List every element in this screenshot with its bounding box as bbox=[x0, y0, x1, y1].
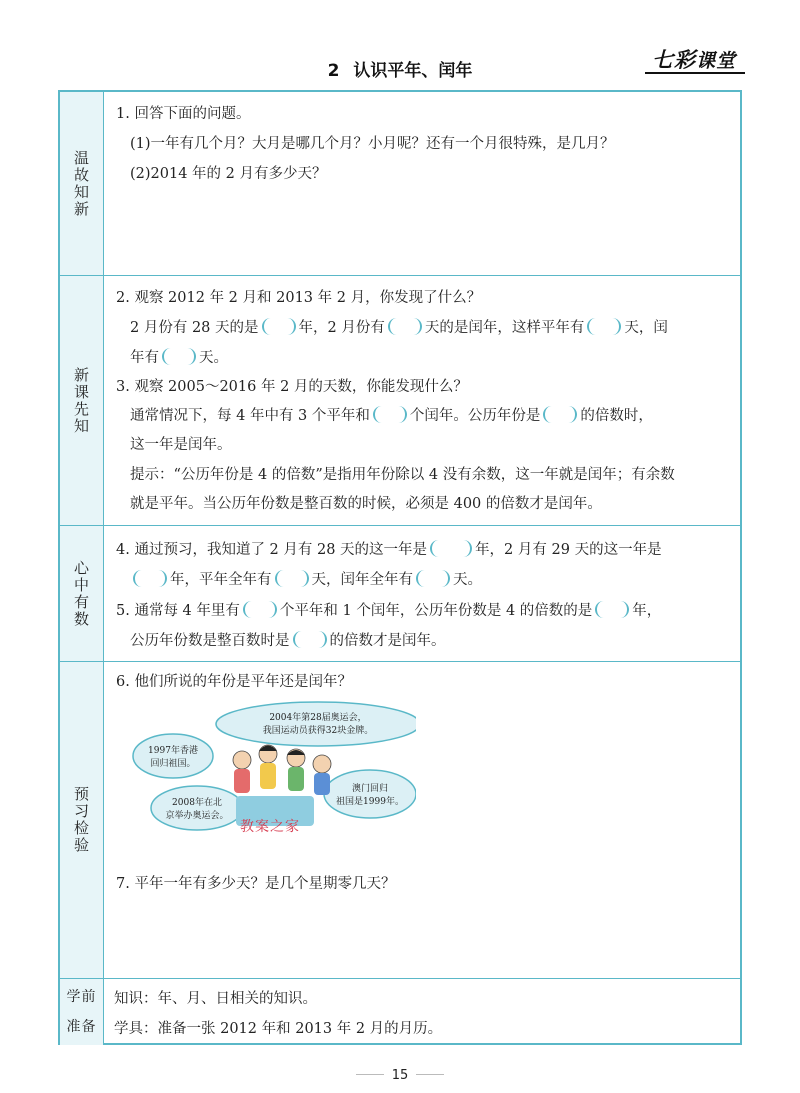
answer-blank[interactable] bbox=[587, 318, 621, 335]
question-2: 2. 观察 2012 年 2 月和 2013 年 2 月，你发现了什么？ bbox=[116, 290, 482, 306]
section-label-cell bbox=[60, 276, 104, 525]
lesson-title: 认识平年、闰年 bbox=[353, 61, 473, 81]
hint-line-2: 就是平年。当公历年份数是整百数的时候，必须是 400 的倍数才是闰年。 bbox=[130, 496, 602, 512]
section-label-cell bbox=[60, 979, 104, 1045]
logo-underline bbox=[645, 72, 745, 74]
worksheet-frame bbox=[58, 90, 742, 1045]
section-label-top: 学前 bbox=[66, 989, 97, 1005]
question-2-line-a: 2 月份有 28 天的是 年，2 月份有 天的是闰年，这样平年有 天，闰 bbox=[130, 320, 668, 336]
speech-bubble-beijing bbox=[151, 786, 243, 830]
answer-blank[interactable] bbox=[373, 406, 407, 423]
section-label: 温故知新 bbox=[72, 149, 90, 218]
question-1-part-2: (2)2014 年的 2 月有多少天？ bbox=[130, 166, 327, 182]
answer-blank[interactable] bbox=[430, 540, 472, 557]
question-5-line-b: 公历年份数是整百数时是 的倍数才是闰年。 bbox=[130, 633, 446, 649]
speech-text: 祖国是1999年。 bbox=[336, 797, 404, 807]
answer-blank[interactable] bbox=[162, 348, 196, 365]
question-3-line-b: 这一年是闰年。 bbox=[130, 437, 232, 453]
hint-line-1: 提示：“公历年份是 4 的倍数”是指用年份除以 4 没有余数，这一年就是闰年；有余数 bbox=[130, 467, 675, 483]
speech-text: 京举办奥运会。 bbox=[165, 811, 229, 821]
answer-blank[interactable] bbox=[416, 570, 450, 587]
section-label: 预习检验 bbox=[72, 786, 90, 854]
section-preview-check bbox=[60, 662, 740, 979]
section-label: 新课先知 bbox=[72, 366, 90, 435]
section-label-bottom: 准备 bbox=[66, 1019, 97, 1035]
section-review bbox=[60, 92, 740, 276]
section-label-cell bbox=[60, 526, 104, 661]
section-new-knowledge bbox=[60, 276, 740, 526]
question-3: 3. 观察 2005～2016 年 2 月的天数，你能发现什么？ bbox=[116, 379, 468, 395]
answer-blank[interactable] bbox=[275, 570, 309, 587]
speech-text: 2008年在北 bbox=[172, 798, 222, 808]
question-4-line-b: 年，平年全年有 天，闰年全年有 天。 bbox=[130, 568, 482, 589]
section-label: 心中有数 bbox=[72, 559, 90, 628]
speech-text: 我国运动员获得32块金牌。 bbox=[262, 726, 374, 736]
section-self-check bbox=[60, 526, 740, 662]
speech-bubble-hongkong bbox=[133, 734, 213, 778]
answer-blank[interactable] bbox=[262, 318, 296, 335]
question-2-line-b: 年有 天。 bbox=[130, 350, 228, 366]
children-group-icon bbox=[233, 745, 331, 826]
question-7: 7. 平年一年有多少天？是几个星期零几天？ bbox=[116, 876, 396, 892]
question-4-line-a: 4. 通过预习，我知道了 2 月有 28 天的这一年是 年，2 月有 29 天的这一年是 bbox=[116, 542, 662, 558]
question-5-line-a: 5. 通常每 4 年里有 个平年和 1 个闰年，公历年份数是 4 的倍数的是 年， bbox=[116, 603, 662, 619]
section-label-cell bbox=[60, 92, 104, 275]
speech-bubble-olympics-2004 bbox=[216, 702, 416, 746]
question-6: 6. 他们所说的年份是平年还是闰年？ bbox=[116, 674, 352, 690]
question-3-line-a: 通常情况下，每 4 年中有 3 个平年和 个闰年。公历年份是 的倍数时， bbox=[130, 408, 653, 424]
speech-bubble-macau bbox=[324, 770, 416, 818]
lesson-number: 2 bbox=[327, 61, 340, 81]
speech-text: 澳门回归 bbox=[351, 784, 389, 794]
speech-text: 回归祖国。 bbox=[150, 759, 196, 769]
watermark-text: 教案之家 bbox=[240, 819, 300, 835]
answer-blank[interactable] bbox=[133, 570, 167, 587]
brand-logo: 七彩课堂 bbox=[652, 48, 737, 72]
answer-blank[interactable] bbox=[293, 631, 327, 648]
answer-blank[interactable] bbox=[243, 601, 277, 618]
section-preparation bbox=[60, 979, 740, 1045]
tools-line: 学具：准备一张 2012 年和 2013 年 2 月的月历。 bbox=[114, 1021, 443, 1037]
question-1-part-1: (1)一年有几个月？大月是哪几个月？小月呢？还有一个月很特殊，是几月？ bbox=[130, 136, 615, 152]
speech-text: 1997年香港 bbox=[148, 746, 198, 756]
answer-blank[interactable] bbox=[595, 601, 629, 618]
question-1: 1. 回答下面的问题。 bbox=[116, 106, 251, 122]
speech-text: 2004年第28届奥运会， bbox=[269, 713, 367, 723]
answer-blank[interactable] bbox=[388, 318, 422, 335]
answer-blank[interactable] bbox=[543, 406, 577, 423]
page-number: 15 bbox=[0, 1068, 800, 1083]
section-label-cell bbox=[60, 662, 104, 978]
knowledge-line: 知识：年、月、日相关的知识。 bbox=[114, 991, 317, 1007]
